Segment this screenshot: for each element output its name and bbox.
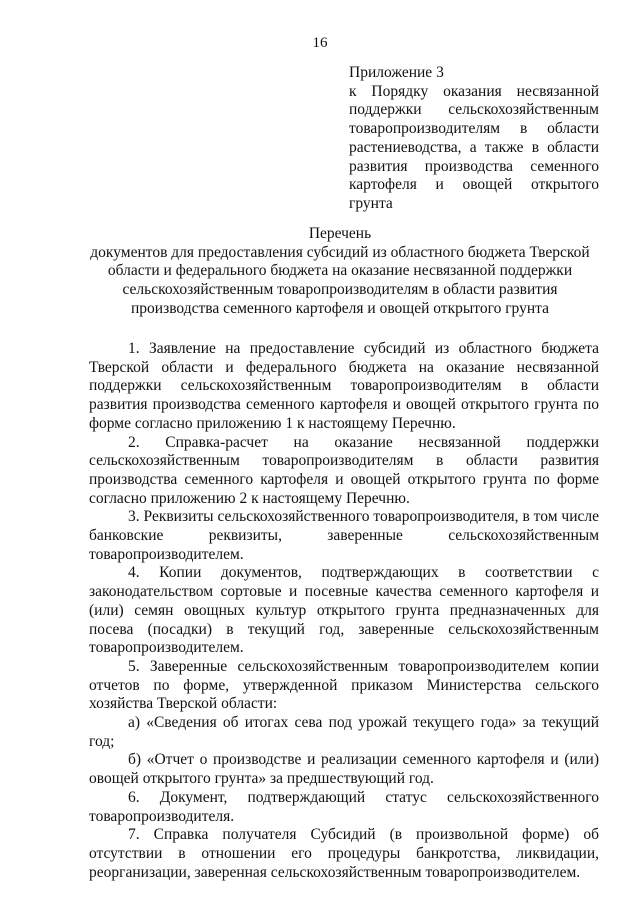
appendix-text: к Порядку оказания несвязанной поддержки сельскохозяйственным товаропроизводителям в области растениеводства, а также в области развития производства семенного картофеля и овощей открытого грунта — [349, 82, 599, 212]
document-list — [89, 340, 599, 882]
list-item: 6. Документ, подтверждающий статус сельскохозяйственного товаропроизводителя. — [89, 788, 599, 825]
heading-title: Перечень — [308, 225, 372, 242]
list-item: 7. Справка получателя Субсидий (в произвольной форме) об отсутствии в отношении его процедуры банкротства, ликвидации, реорганизации, заверенная сельскохозяйственным товаропроизводителем. — [89, 826, 599, 881]
list-item: 1. Заявление на предоставление субсидий из областного бюджета Тверской области и федерального бюджета на оказание несвязанной поддержки сельскохозяйственным товаропроизводителям в области развития производства семенного картофеля и овощей открытого грунта по форме согласно приложению 1 к настоящему Перечню. — [89, 340, 599, 432]
list-item: 4. Копии документов, подтверждающих в соответствии с законодательством сортовые и посевные качества семенного картофеля и (или) семян овощных культур открытого грунта предназначенных для посева (посадки) в текущий год, заверенные сельскохозяйственным товаропроизводителем. — [89, 564, 599, 657]
list-subitem: а) «Сведения об итогах сева под урожай текущего года» за текущий год; — [89, 714, 599, 750]
list-item: 5. Заверенные сельскохозяйственным товаропроизводителем копии отчетов по форме, утвержденной приказом Министерства сельского хозяйства Тверской области: — [89, 657, 599, 713]
heading-subtitle: документов для предоставления субсидий из областного бюджета Тверской области и федерального бюджета на оказание несвязанной поддержки сельскохозяйственным товаропроизводителям в области развития производства семенного картофеля и овощей открытого грунта — [90, 243, 590, 317]
document-heading — [80, 225, 600, 319]
appendix-block — [349, 64, 599, 214]
list-item: 3. Реквизиты сельскохозяйственного товаропроизводителя, в том числе банковские реквизиты, заверенные сельскохозяйственным товаропроизводителем. — [89, 508, 599, 563]
page-number: 16 — [312, 35, 328, 51]
list-subitem: б) «Отчет о производстве и реализации семенного картофеля и (или) овощей открытого грунта» за предшествующий год. — [89, 751, 599, 788]
list-item: 2. Справка-расчет на оказание несвязанной поддержки сельскохозяйственным товаропроизводителям в области развития производства семенного картофеля и овощей открытого грунта по форме согласно приложению 2 к настоящему Перечню. — [89, 433, 599, 507]
appendix-title: Приложение 3 — [349, 64, 444, 81]
